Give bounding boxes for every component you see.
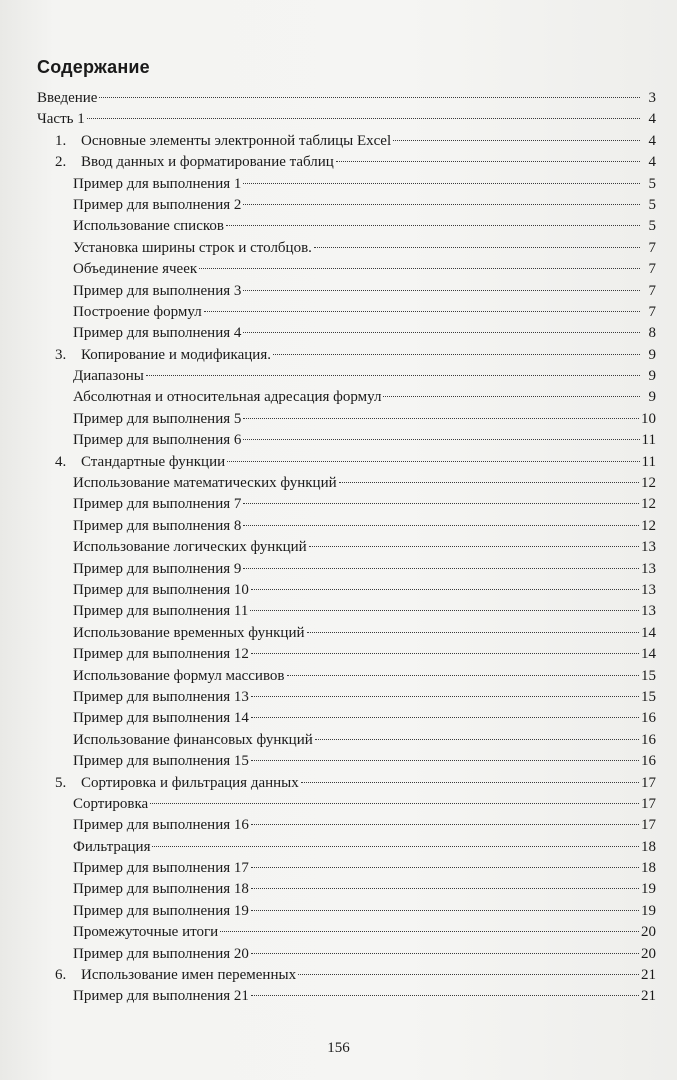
toc-entry-label [73,922,218,943]
dot-leader [243,503,639,504]
toc-entry [0,580,677,601]
toc-entry-text: Пример для выполнения 19 [73,902,249,919]
toc-entry-text: Пример для выполнения 11 [73,603,249,620]
dot-leader [243,332,640,333]
toc-entry-text: Ввод данных и форматирование таблиц [81,154,334,171]
toc-entry-page: 7 [648,282,656,299]
dot-leader [250,610,639,611]
dot-leader [315,739,639,740]
toc-entry-text: Пример для выполнения 16 [73,817,249,834]
toc-entry [0,473,677,494]
dot-leader [243,525,639,526]
toc-entry-page: 13 [641,539,656,556]
toc-entry-label [73,559,241,580]
toc-entry [0,815,677,836]
toc-entry-label [73,387,381,408]
toc-entry-page: 7 [648,239,656,256]
toc-entry-label [73,281,241,302]
toc-entry-label [37,109,85,130]
toc-entry [0,751,677,772]
toc-entry-label [73,601,248,622]
toc-entry-text: Использование математических функций [73,475,337,492]
toc-entry-page: 16 [641,731,656,748]
toc-entry-text: Пример для выполнения 14 [73,710,249,727]
toc-entry-label [73,195,241,216]
toc-entry-page: 7 [648,303,656,320]
toc-entry-label [73,302,202,323]
toc-entry [0,387,677,408]
toc-heading: Содержание [37,57,150,77]
toc-entry-page: 12 [641,496,656,513]
toc-entry-label [73,794,148,815]
dot-leader [243,204,640,205]
toc-entry-page: 18 [641,860,656,877]
toc-entry-label [55,152,334,173]
toc-entry [0,858,677,879]
toc-entry [0,216,677,237]
toc-entry-text: Пример для выполнения 18 [73,881,249,898]
toc-entry [0,922,677,943]
toc-entry-page: 20 [641,945,656,962]
toc-entry-label [73,644,249,665]
toc-entry-label [73,858,249,879]
toc-entry-label [55,131,391,152]
toc-entry-label [73,238,312,259]
toc-entry-number: 2. [55,154,67,171]
toc-entry [0,259,677,280]
dot-leader [251,760,639,761]
toc-entry [0,986,677,1007]
toc-entry-page: 14 [641,646,656,663]
toc-entry-page: 19 [641,902,656,919]
toc-entry-page: 15 [641,667,656,684]
toc-entry-text: Промежуточные итоги [73,924,219,941]
toc-entry-label [73,537,307,558]
toc-entry [0,623,677,644]
toc-entry-label [73,409,241,430]
toc-entry-number: 1. [55,132,67,149]
toc-entry [0,152,677,173]
toc-entry [0,131,677,152]
toc-entry-label [55,345,271,366]
toc-entry-text: Объединение ячеек [73,261,198,278]
toc-entry [0,323,677,344]
toc-entry-text: Пример для выполнения 17 [73,860,249,877]
toc-entry [0,516,677,537]
toc-entry-label [55,452,225,473]
toc-entry-page: 11 [641,453,656,470]
toc-entry-label [73,216,224,237]
toc-entry-page: 7 [648,261,656,278]
dot-leader [251,953,639,954]
toc-entry-label [73,430,241,451]
toc-entry [0,901,677,922]
toc-entry [0,730,677,751]
toc-entry-page: 9 [648,368,656,385]
toc-entry [0,302,677,323]
toc-entry [0,644,677,665]
toc-entry [0,666,677,687]
toc-entry-text: Абсолютная и относительная адресация формул [73,389,382,406]
dot-leader [220,931,639,932]
toc-entry-label [73,687,249,708]
toc-entry-page: 14 [641,624,656,641]
toc-entry-label [73,366,144,387]
toc-entry-page: 18 [641,838,656,855]
toc-entry-text: Копирование и модификация. [81,346,271,363]
page-number: 156 [327,1040,350,1056]
toc-entry-label [73,837,150,858]
toc-entry [0,281,677,302]
toc-entry-page: 16 [641,753,656,770]
toc-entry-page: 5 [648,196,656,213]
toc-entry [0,773,677,794]
toc-entry [0,601,677,622]
toc-entry-page: 9 [648,346,656,363]
toc-entry-page: 19 [641,881,656,898]
dot-leader [309,546,639,547]
toc-entry-label [73,708,249,729]
toc-entry [0,345,677,366]
dot-leader [251,653,639,654]
toc-entry-page: 17 [641,774,656,791]
toc-entry-text: Пример для выполнения 6 [73,432,242,449]
toc-entry [0,879,677,900]
toc-entry-text: Использование временных функций [73,624,305,641]
toc-entry-text: Пример для выполнения 5 [73,410,242,427]
toc-entry-label [73,494,241,515]
toc-entry [0,944,677,965]
dot-leader [301,782,639,783]
toc-entry [0,708,677,729]
toc-entry [0,430,677,451]
dot-leader [251,717,639,718]
dot-leader [146,375,640,376]
dot-leader [251,888,639,889]
toc-entry-text: Пример для выполнения 1 [73,175,242,192]
dot-leader [99,97,640,98]
toc-entry-page: 4 [648,111,656,128]
toc-entry-text: Пример для выполнения 8 [73,517,242,534]
toc-entry-text: Пример для выполнения 15 [73,753,249,770]
toc-entry [0,409,677,430]
toc-entry-text: Пример для выполнения 12 [73,646,249,663]
toc-entry [0,687,677,708]
toc-entry-page: 8 [648,325,656,342]
toc-entry-label [73,174,241,195]
dot-leader [243,290,640,291]
dot-leader [336,161,640,162]
toc-entry-label [73,986,249,1007]
toc-entry-text: Пример для выполнения 4 [73,325,242,342]
toc-entry-page: 4 [648,132,656,149]
dot-leader [298,974,639,975]
toc-entry-page: 12 [641,475,656,492]
toc-list [0,88,677,1008]
toc-entry-text: Пример для выполнения 3 [73,282,242,299]
toc-entry-page: 21 [641,967,656,984]
dot-leader [251,910,639,911]
toc-entry-label [73,901,249,922]
toc-entry-label [73,580,249,601]
toc-entry-text: Часть 1 [37,111,85,128]
toc-entry-text: Сортировка [73,795,149,812]
toc-entry-label [73,623,305,644]
toc-entry-text: Пример для выполнения 2 [73,196,242,213]
toc-entry-text: Пример для выполнения 7 [73,496,242,513]
toc-entry [0,494,677,515]
toc-entry-page: 15 [641,688,656,705]
dot-leader [307,632,639,633]
toc-entry-text: Пример для выполнения 9 [73,560,242,577]
toc-entry [0,109,677,130]
toc-entry-label [73,879,249,900]
toc-entry-text: Сортировка и фильтрация данных [81,774,299,791]
toc-entry-label [37,88,97,109]
dot-leader [251,867,639,868]
toc-entry-text: Пример для выполнения 10 [73,581,249,598]
toc-entry [0,174,677,195]
toc-entry-text: Использование формул массивов [73,667,285,684]
dot-leader [243,568,639,569]
toc-entry-text: Диапазоны [73,368,144,385]
toc-entry-page: 4 [648,154,656,171]
toc-entry [0,837,677,858]
dot-leader [199,268,640,269]
toc-entry [0,794,677,815]
dot-leader [273,354,640,355]
toc-entry-label [73,730,313,751]
dot-leader [204,311,640,312]
dot-leader [243,183,640,184]
toc-entry [0,965,677,986]
dot-leader [243,418,639,419]
toc-entry-label [73,473,337,494]
toc-entry-number: 4. [55,453,67,470]
toc-entry-label [55,773,299,794]
toc-entry-page: 9 [648,389,656,406]
dot-leader [251,995,639,996]
dot-leader [251,824,639,825]
toc-entry-text: Основные элементы электронной таблицы Excel [81,132,392,149]
toc-entry [0,452,677,473]
toc-entry-page: 13 [641,560,656,577]
toc-entry [0,238,677,259]
dot-leader [393,140,640,141]
toc-entry [0,195,677,216]
toc-entry-page: 11 [641,432,656,449]
toc-entry-page: 5 [648,218,656,235]
toc-entry-page: 20 [641,924,656,941]
toc-entry-text: Использование списков [73,218,224,235]
dot-leader [314,247,640,248]
toc-entry-label [73,259,197,280]
dot-leader [226,225,640,226]
toc-entry [0,366,677,387]
toc-entry [0,559,677,580]
dot-leader [339,482,639,483]
toc-entry-text: Установка ширины строк и столбцов. [73,239,312,256]
toc-entry [0,88,677,109]
toc-entry-page: 13 [641,603,656,620]
toc-entry-label [55,965,296,986]
toc-entry-page: 21 [641,988,656,1005]
toc-entry-page: 17 [641,795,656,812]
dot-leader [150,803,639,804]
toc-entry-page: 10 [641,410,656,427]
toc-entry-label [73,815,249,836]
toc-entry-number: 3. [55,346,67,363]
dot-leader [87,118,640,119]
toc-entry-text: Фильтрация [73,838,151,855]
toc-entry-page: 3 [648,90,656,106]
toc-entry-label [73,516,241,537]
toc-entry-page: 12 [641,517,656,534]
toc-entry-text: Использование имен переменных [81,967,297,984]
toc-entry-text: Пример для выполнения 21 [73,988,249,1005]
dot-leader [251,696,639,697]
toc-entry-number: 6. [55,967,67,984]
toc-entry-text: Введение [37,90,98,106]
toc-entry-page: 13 [641,581,656,598]
toc-entry-label [73,944,249,965]
toc-entry-page: 5 [648,175,656,192]
dot-leader [251,589,639,590]
toc-entry-text: Пример для выполнения 20 [73,945,249,962]
toc-entry-text: Использование финансовых функций [73,731,313,748]
dot-leader [243,439,639,440]
dot-leader [383,396,640,397]
toc-entry-text: Построение формул [73,303,202,320]
toc-entry-page: 16 [641,710,656,727]
dot-leader [152,846,639,847]
toc-entry-label [73,323,241,344]
dot-leader [287,675,639,676]
toc-entry-text: Стандартные функции [81,453,226,470]
toc-entry-page: 17 [641,817,656,834]
toc-entry [0,537,677,558]
toc-entry-text: Пример для выполнения 13 [73,688,249,705]
toc-entry-text: Использование логических функций [73,539,307,556]
toc-entry-number: 5. [55,774,67,791]
toc-entry-label [73,751,249,772]
toc-entry-label [73,666,285,687]
dot-leader [227,461,639,462]
